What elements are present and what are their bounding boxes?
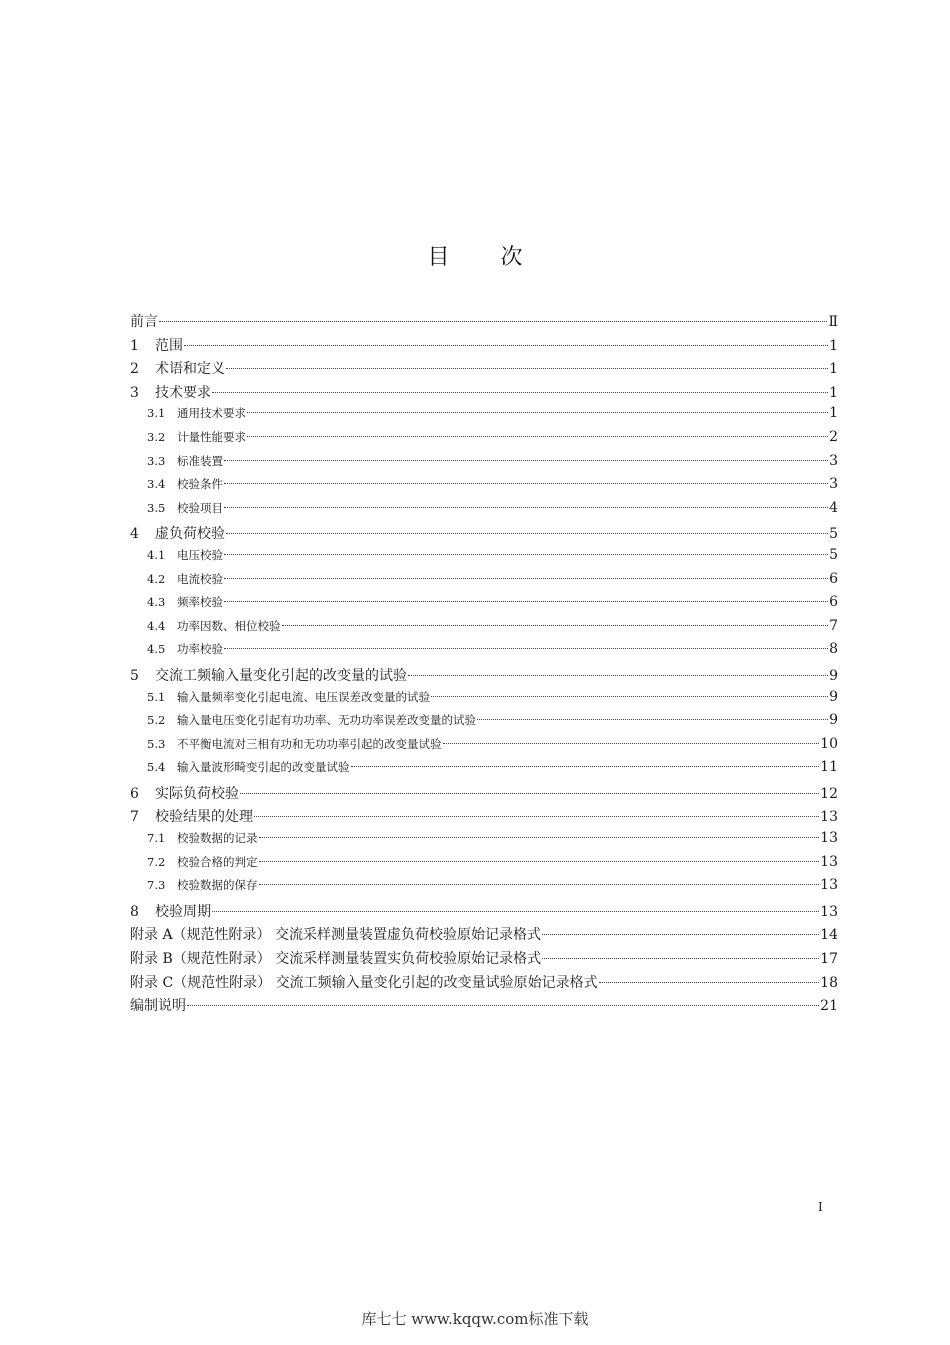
toc-entry-page: 3: [829, 452, 838, 469]
toc-entry-label: 功率因数、相位校验: [177, 618, 281, 633]
toc-entry-page: 1: [829, 337, 838, 354]
toc-entry[interactable]: [130, 689, 838, 713]
dot-leader: [226, 533, 828, 534]
dot-leader: [259, 884, 820, 885]
toc-entry-page: 3: [829, 476, 838, 493]
toc-entry-number: 5: [130, 667, 139, 684]
toc-entry-label: 校验数据的保存: [177, 878, 258, 893]
dot-leader: [408, 675, 828, 676]
toc-entry-number: 4.2: [147, 571, 166, 586]
toc-entry[interactable]: [130, 924, 838, 948]
toc-entry-page: 13: [820, 853, 838, 870]
toc-entry-number: 3.3: [147, 453, 166, 468]
toc-entry-page: 5: [829, 546, 838, 563]
dot-leader: [431, 696, 828, 697]
toc-entry-label: 输入量波形畸变引起的改变量试验: [177, 760, 350, 775]
toc-entry-number: 5.4: [147, 760, 166, 775]
toc-entry-number: 7.3: [147, 878, 166, 893]
page-number: I: [818, 1200, 823, 1214]
toc-entry[interactable]: [130, 901, 838, 925]
toc-entry-page: 2: [829, 428, 838, 445]
dot-leader: [240, 793, 819, 794]
dot-leader: [542, 958, 819, 959]
toc-entry[interactable]: [130, 665, 838, 689]
toc-entry[interactable]: [130, 335, 838, 359]
toc-entry[interactable]: [130, 618, 838, 642]
toc-entry-label: 交流工频输入量变化引起的改变量的试验: [155, 667, 407, 684]
toc-entry-page: 13: [820, 830, 838, 847]
dot-leader: [224, 578, 828, 579]
dot-leader: [351, 766, 820, 767]
toc-entry-number: 3: [130, 384, 139, 401]
toc-entry-number: 5.2: [147, 713, 166, 728]
dot-leader: [259, 837, 820, 838]
dot-leader: [224, 601, 828, 602]
toc-entry-label: 功率校验: [177, 642, 223, 657]
toc-entry-page: 13: [820, 877, 838, 894]
dot-leader: [224, 460, 828, 461]
dot-leader: [542, 934, 819, 935]
toc-entry-label: 通用技术要求: [177, 406, 246, 421]
toc-entry[interactable]: [130, 429, 838, 453]
toc-entry-number: 4.4: [147, 618, 166, 633]
dot-leader: [282, 625, 829, 626]
toc-entry[interactable]: [130, 972, 838, 996]
dot-leader: [224, 554, 828, 555]
toc-entry-label: 校验条件: [177, 477, 223, 492]
toc-entry-label: 术语和定义: [155, 361, 225, 378]
toc-entry-page: 17: [820, 951, 838, 968]
toc-entry-label: 计量性能要求: [177, 429, 246, 444]
toc-entry-page: 10: [820, 735, 838, 752]
dot-leader: [187, 1005, 819, 1006]
dot-leader: [599, 982, 820, 983]
toc-entry-label: 校验合格的判定: [177, 854, 258, 869]
toc-entry-page: 11: [820, 759, 838, 776]
toc-entry-label: 附录 C（规范性附录） 交流工频输入量变化引起的改变量试验原始记录格式: [130, 974, 598, 991]
toc-entry-number: 7: [130, 809, 139, 826]
table-of-contents: [130, 311, 838, 1019]
toc-entry-label: 校验结果的处理: [155, 809, 253, 826]
toc-entry-label: 不平衡电流对三相有功和无功功率引起的改变量试验: [177, 736, 442, 751]
toc-entry-page: 13: [820, 903, 838, 920]
toc-entry-number: 8: [130, 903, 139, 920]
footer-watermark: 库七七 www.kqqw.com标准下载: [361, 1310, 589, 1328]
toc-entry-label: 编制说明: [130, 998, 186, 1015]
toc-entry-label: 电流校验: [177, 571, 223, 586]
toc-entry-page: 8: [829, 641, 838, 658]
toc-entry[interactable]: [130, 382, 838, 406]
dot-leader: [477, 719, 828, 720]
toc-entry-page: 1: [829, 405, 838, 422]
toc-entry-page: 18: [820, 974, 838, 991]
toc-entry-number: 2: [130, 361, 139, 378]
toc-entry-label: 输入量电压变化引起有功功率、无功功率误差改变量的试验: [177, 713, 476, 728]
toc-entry-label: 校验项目: [177, 500, 223, 515]
toc-entry[interactable]: [130, 523, 838, 547]
toc-entry[interactable]: [130, 783, 838, 807]
dot-leader: [226, 368, 828, 369]
toc-entry-label: 技术要求: [155, 384, 211, 401]
toc-entry-number: 5.3: [147, 736, 166, 751]
toc-entry-page: 6: [829, 594, 838, 611]
toc-entry-page: 7: [829, 617, 838, 634]
dot-leader: [224, 648, 828, 649]
toc-entry-page: 6: [829, 570, 838, 587]
dot-leader: [247, 412, 828, 413]
toc-entry[interactable]: [130, 712, 838, 736]
dot-leader: [224, 507, 828, 508]
toc-entry-page: 9: [829, 688, 838, 705]
toc-entry-label: 范围: [155, 337, 183, 354]
toc-entry[interactable]: [130, 594, 838, 618]
toc-entry-page: 9: [829, 667, 838, 684]
toc-entry[interactable]: [130, 453, 838, 477]
toc-entry[interactable]: [130, 877, 838, 901]
toc-entry-page: 21: [820, 998, 838, 1015]
toc-entry-label: 输入量频率变化引起电流、电压误差改变量的试验: [177, 689, 430, 704]
toc-entry-label: 标准装置: [177, 453, 223, 468]
dot-leader: [254, 816, 819, 817]
dot-leader: [212, 392, 828, 393]
toc-entry[interactable]: [130, 854, 838, 878]
dot-leader: [443, 743, 820, 744]
toc-entry[interactable]: [130, 759, 838, 783]
page-title: 目 次: [427, 245, 545, 270]
toc-entry-number: 3.5: [147, 500, 166, 515]
toc-entry[interactable]: [130, 948, 838, 972]
toc-entry-number: 4.1: [147, 547, 166, 562]
toc-entry[interactable]: [130, 806, 838, 830]
toc-entry[interactable]: [130, 500, 838, 524]
toc-entry-number: 1: [130, 337, 139, 354]
toc-entry-label: 虚负荷校验: [155, 526, 225, 543]
dot-leader: [259, 861, 820, 862]
toc-entry-number: 3.1: [147, 406, 166, 421]
toc-entry-number: 4.5: [147, 642, 166, 657]
toc-entry-label: 校验数据的记录: [177, 831, 258, 846]
toc-entry-number: 5.1: [147, 689, 166, 704]
toc-entry-label: 附录 A（规范性附录） 交流采样测量装置虚负荷校验原始记录格式: [130, 927, 542, 944]
dot-leader: [184, 345, 828, 346]
toc-entry[interactable]: [130, 995, 838, 1019]
toc-entry-page: 1: [829, 384, 838, 401]
toc-entry-number: 6: [130, 785, 139, 802]
toc-entry[interactable]: [130, 311, 838, 335]
toc-entry-page: 4: [829, 499, 838, 516]
toc-entry-label: 电压校验: [177, 547, 223, 562]
toc-entry-page: 14: [820, 927, 838, 944]
toc-entry-label: 校验周期: [155, 903, 211, 920]
toc-entry-label: 前言: [130, 314, 158, 330]
toc-entry-label: 附录 B（规范性附录） 交流采样测量装置实负荷校验原始记录格式: [130, 951, 542, 968]
toc-entry[interactable]: [130, 405, 838, 429]
toc-entry-number: 4: [130, 526, 139, 543]
toc-entry-page: Ⅱ: [828, 314, 838, 330]
dot-leader: [247, 436, 828, 437]
toc-entry[interactable]: [130, 736, 838, 760]
toc-entry-label: 频率校验: [177, 595, 223, 610]
toc-entry-number: 3.4: [147, 477, 166, 492]
toc-entry[interactable]: [130, 641, 838, 665]
toc-entry-number: 3.2: [147, 429, 166, 444]
toc-entry-page: 13: [820, 809, 838, 826]
toc-entry-number: 7.2: [147, 854, 166, 869]
toc-entry-number: 4.3: [147, 595, 166, 610]
dot-leader: [159, 321, 827, 322]
toc-entry[interactable]: [130, 547, 838, 571]
dot-leader: [212, 911, 819, 912]
toc-entry-label: 实际负荷校验: [155, 785, 239, 802]
toc-entry[interactable]: [130, 571, 838, 595]
dot-leader: [224, 483, 828, 484]
toc-entry[interactable]: [130, 830, 838, 854]
toc-entry-number: 7.1: [147, 831, 166, 846]
toc-entry[interactable]: [130, 476, 838, 500]
toc-entry-page: 5: [829, 526, 838, 543]
toc-entry-page: 12: [820, 785, 838, 802]
toc-entry-page: 1: [829, 361, 838, 378]
toc-entry[interactable]: [130, 358, 838, 382]
toc-entry-page: 9: [829, 712, 838, 729]
